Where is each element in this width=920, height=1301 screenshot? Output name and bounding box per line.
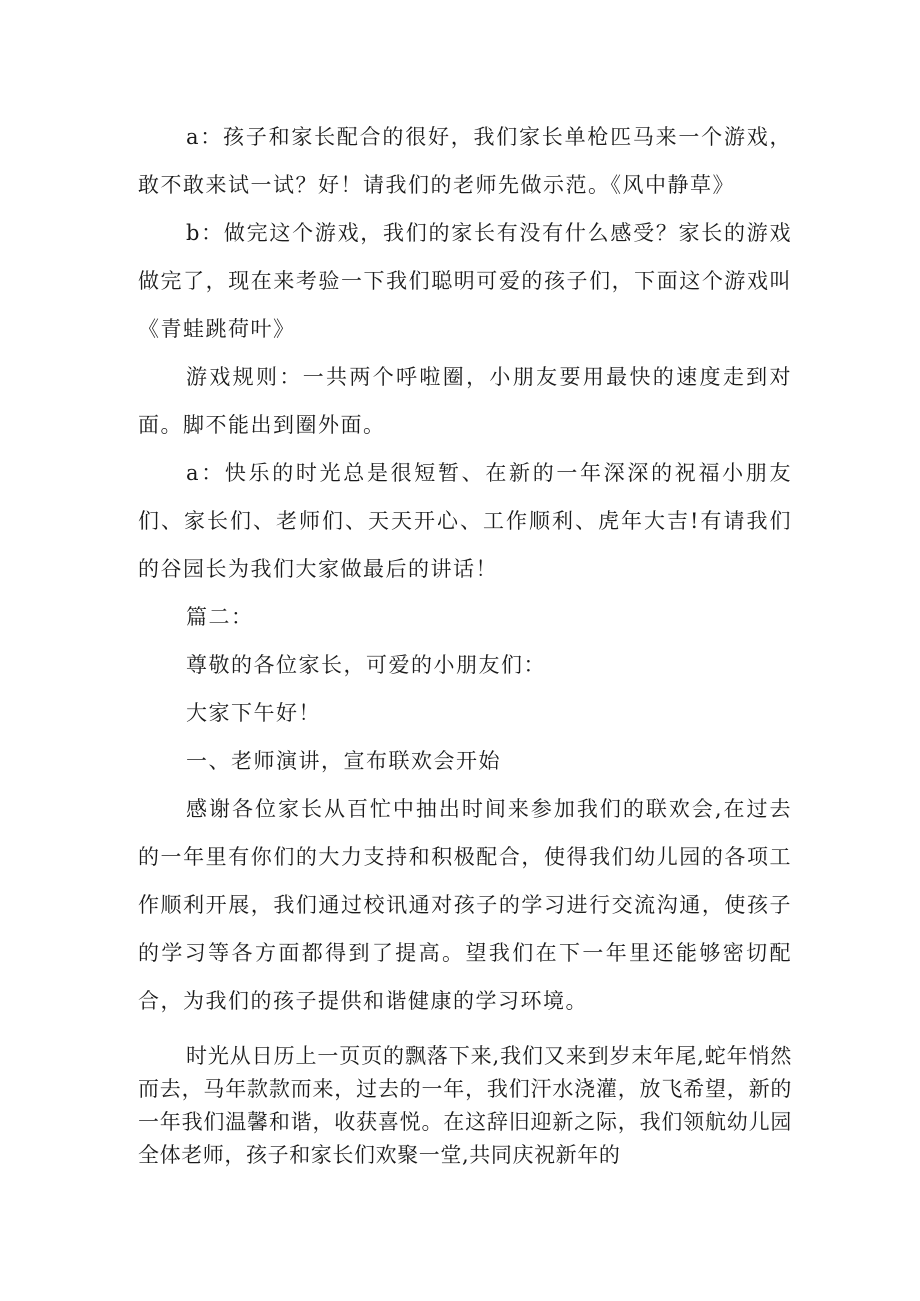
section-heading-part-two: 篇二： bbox=[186, 605, 254, 629]
paragraph-game-rules: 游戏规则：一共两个呼啦圈，小朋友要用最快的速度走到对面。脚不能出到圈外面。 bbox=[138, 365, 792, 437]
paragraph-closing-wishes: a：快乐的时光总是很短暂、在新的一年深深的祝福小朋友们、家长们、老师们、天天开心、工作顺利、虎年大吉!有请我们的谷园长为我们大家做最后的讲话！ bbox=[138, 461, 792, 581]
paragraph-greeting: 大家下午好！ bbox=[186, 701, 321, 725]
paragraph-frog-game: b：做完这个游戏，我们的家长有没有什么感受？家长的游戏做完了，现在来考验一下我们聪明可爱的孩子们，下面这个游戏叫《青蛙跳荷叶》 bbox=[138, 221, 792, 341]
paragraph-section-one-heading: 一、老师演讲，宣布联欢会开始 bbox=[186, 749, 501, 773]
paragraph-game-intro: a：孩子和家长配合的很好，我们家长单枪匹马来一个游戏，敢不敢来试一试？好！请我们的老师先做示范。《风中静草》 bbox=[138, 125, 792, 197]
paragraph-thanks: 感谢各位家长从百忙中抽出时间来参加我们的联欢会,在过去的一年里有你们的大力支持和积极配合，使得我们幼儿园的各项工作顺利开展，我们通过校讯通对孩子的学习进行交流沟通，使孩子的学习等各方面都得到了提高。望我们在下一年里还能够密切配合，为我们的孩子提供和谐健康的学习环境。 bbox=[138, 797, 792, 1013]
paragraph-new-year: 时光从日历上一页页的飘落下来,我们又来到岁末年尾,蛇年悄然而去，马年款款而来，过去的一年，我们汗水浇灌，放飞希望，新的一年我们温馨和谐，收获喜悦。在这辞旧迎新之际，我们领航幼儿园全体老师，孩子和家长们欢聚一堂,共同庆祝新年的 bbox=[138, 1044, 792, 1167]
paragraph-salutation: 尊敬的各位家长，可爱的小朋友们： bbox=[186, 653, 546, 677]
